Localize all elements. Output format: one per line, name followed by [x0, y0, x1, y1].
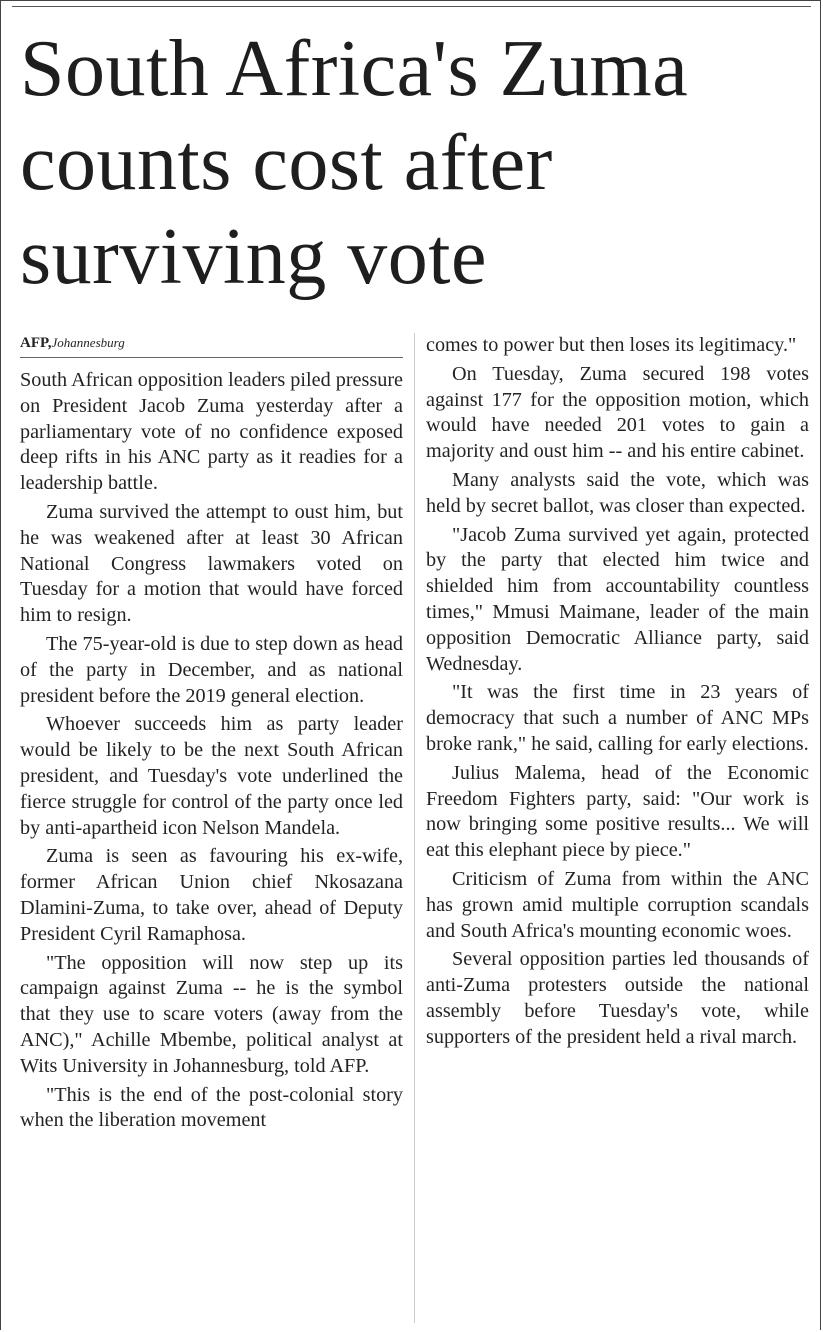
paragraph: Many analysts said the vote, which was held by secret ballot, was closer than expected. — [426, 468, 809, 517]
article-column-left — [20, 333, 403, 1134]
paragraph: "This is the end of the post-colonial story when the liberation movement — [20, 1083, 403, 1132]
paragraph: Zuma is seen as favouring his ex-wife, former African Union chief Nkosazana Dlamini-Zuma, to take over, ahead of Deputy President Cyril Ramaphosa. — [20, 845, 403, 945]
top-rule — [12, 6, 811, 7]
byline-city: Johannesburg — [51, 335, 125, 350]
paragraph: Criticism of Zuma from within the ANC has grown amid multiple corruption scandals and South Africa's mounting economic woes. — [426, 867, 809, 942]
paragraph: South African opposition leaders piled pressure on President Jacob Zuma yesterday after a parliamentary vote of no confidence exposed deep rifts in his ANC party as it readies for a leadership battle. — [20, 369, 403, 495]
article-column-right — [426, 333, 809, 1051]
byline-agency: AFP, — [20, 335, 52, 351]
byline — [20, 333, 403, 358]
paragraph: The 75-year-old is due to step down as head of the party in December, and as national president before the 2019 general election. — [20, 632, 403, 707]
paragraph: Several opposition parties led thousands of anti-Zuma protesters outside the national assembly before Tuesday's vote, while supporters of the president held a rival march. — [426, 948, 809, 1048]
paragraph: Zuma survived the attempt to oust him, but he was weakened after at least 30 African National Congress lawmakers voted on Tuesday for a motion that would have forced him to resign. — [20, 500, 403, 627]
paragraph: "It was the first time in 23 years of democracy that such a number of ANC MPs broke rank," he said, calling for early elections. — [426, 681, 809, 755]
paragraph: On Tuesday, Zuma secured 198 votes against 177 for the opposition motion, which would have needed 201 votes to gain a majority and oust him -- and his entire cabinet. — [426, 362, 809, 463]
paragraph: "Jacob Zuma survived yet again, protected by the party that elected him twice and shielded him from accountability countless times," Mmusi Maimane, leader of the main opposition Democratic Alliance party, said Wednesday. — [426, 523, 809, 675]
column-divider — [414, 333, 415, 1323]
paragraph: Whoever succeeds him as party leader would be likely to be the next South African president, and Tuesday's vote underlined the fierce struggle for control of the party once led by anti-apartheid icon Nelson Mandela. — [20, 713, 403, 839]
paragraph: comes to power but then loses its legitimacy." — [426, 334, 797, 356]
paragraph: Julius Malema, head of the Economic Freedom Fighters party, said: "Our work is now bringing some positive results... We will eat this elephant piece by piece." — [426, 761, 809, 862]
paragraph: "The opposition will now step up its campaign against Zuma -- he is the symbol that they use to scare voters (away from the ANC)," Achille Mbembe, political analyst at Wits University in Johannesburg, told AFP. — [20, 951, 403, 1077]
headline: South Africa's Zuma counts cost after surviving vote — [20, 25, 689, 301]
